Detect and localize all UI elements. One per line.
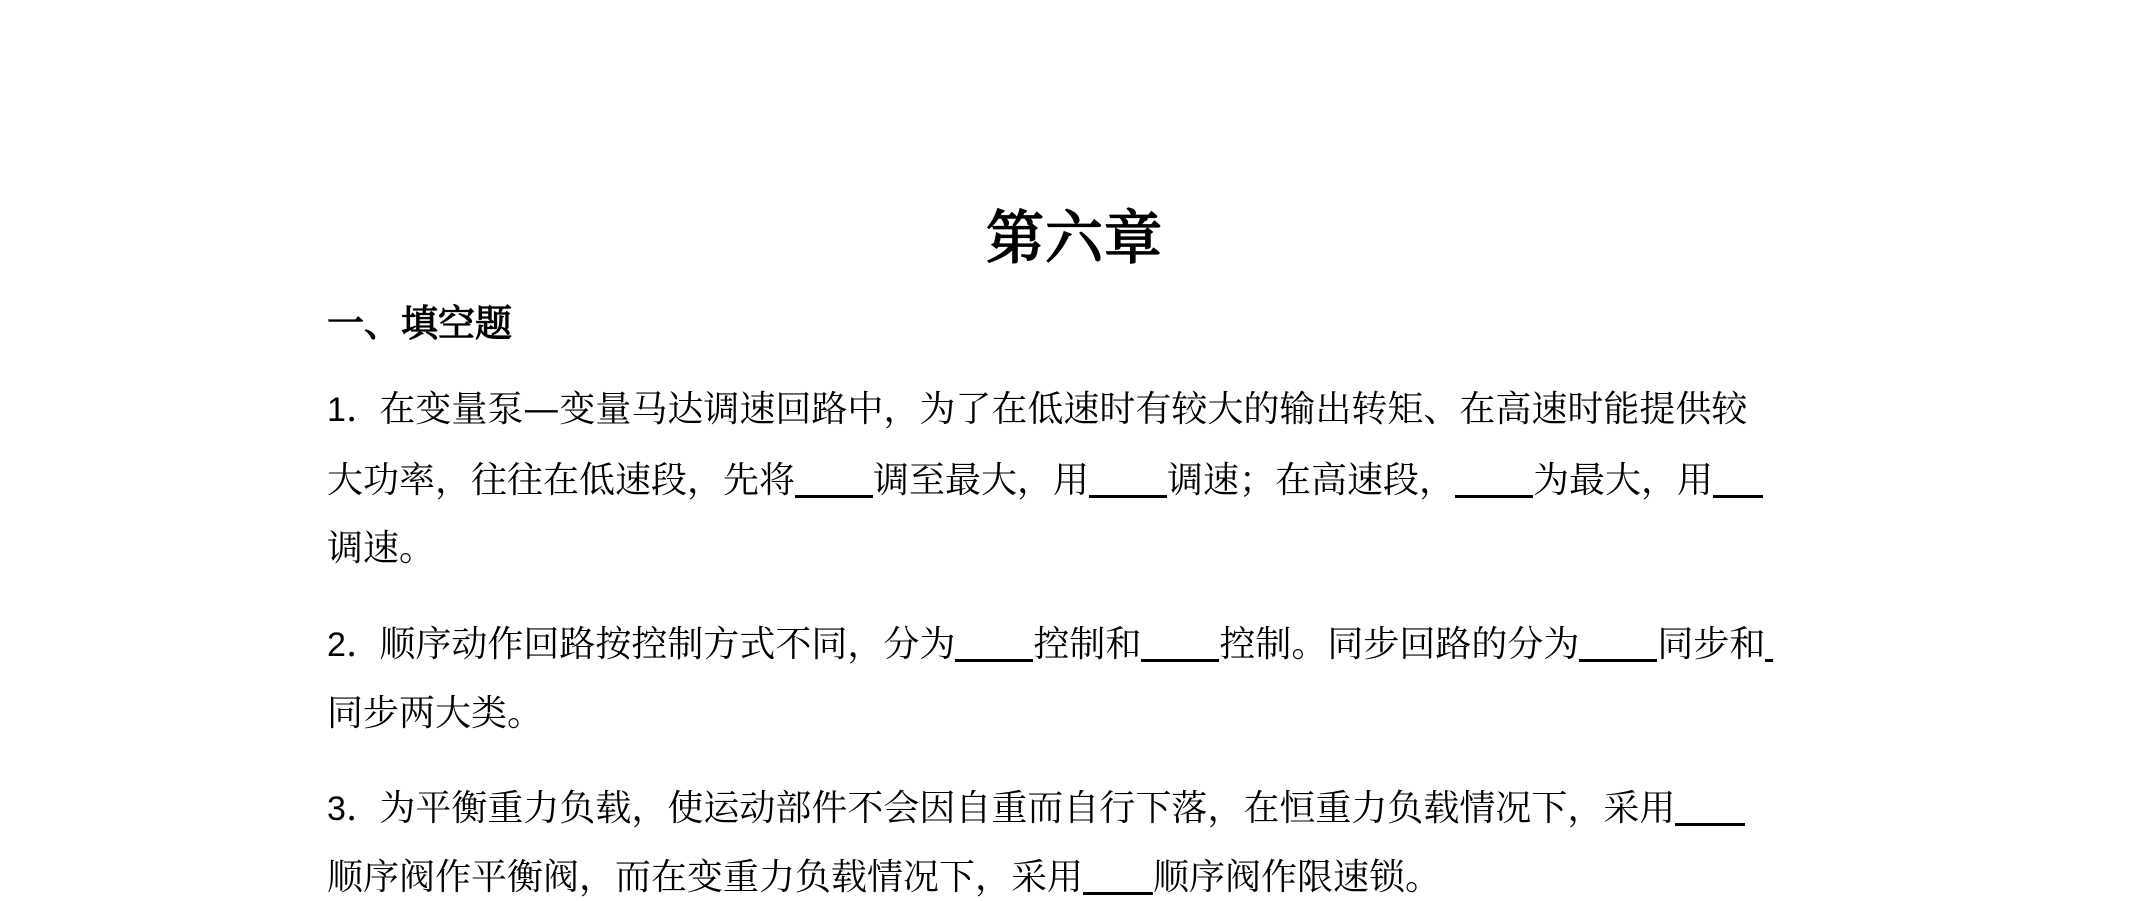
question-1-line-2 (327, 458, 1763, 504)
question-separator: . (345, 624, 358, 665)
question-text: 顺序动作回路按控制方式不同，分为 (379, 624, 956, 665)
question-3-line-1 (327, 786, 1745, 832)
question-text: 控制和 (1033, 624, 1142, 665)
answer-blank[interactable] (795, 459, 873, 498)
question-separator: . (345, 788, 358, 829)
question-text: 同步和 (1657, 624, 1766, 665)
question-text: 大功率，往往在低速段，先将 (327, 460, 796, 501)
question-1-line-1 (327, 387, 1747, 433)
section-heading: 一、填空题 (327, 301, 512, 345)
question-number: 1 (327, 391, 346, 429)
answer-blank[interactable] (1083, 856, 1153, 895)
chapter-title: 第六章 (985, 204, 1163, 272)
question-3-line-2 (327, 855, 1441, 901)
question-text: 为最大，用 (1533, 460, 1714, 501)
answer-blank[interactable] (955, 623, 1033, 662)
answer-blank[interactable] (1455, 459, 1533, 498)
answer-blank[interactable] (1089, 459, 1167, 498)
question-1-line-3 (327, 526, 435, 572)
question-text: 控制。同步回路的分为 (1219, 624, 1580, 665)
question-2-line-1 (327, 622, 1773, 668)
question-text: 为平衡重力负载，使运动部件不会因自重而自行下落，在恒重力负载情况下，采用 (379, 788, 1676, 829)
question-text: 同步两大类。 (327, 693, 544, 734)
question-text: 调速；在高速段， (1167, 460, 1456, 501)
answer-blank[interactable] (1579, 623, 1657, 662)
answer-blank[interactable] (1713, 459, 1763, 498)
question-text: 调至最大，用 (873, 460, 1090, 501)
question-number: 3 (327, 790, 346, 828)
question-text: 在变量泵—变量马达调速回路中，为了在低速时有较大的输出转矩、在高速时能提供较 (379, 389, 1748, 430)
question-text: 调速。 (327, 528, 436, 569)
answer-blank[interactable] (1141, 623, 1219, 662)
answer-blank[interactable] (1675, 787, 1745, 826)
question-number: 2 (327, 626, 346, 664)
question-separator: . (345, 389, 358, 430)
answer-blank[interactable] (1765, 623, 1773, 662)
question-text: 顺序阀作平衡阀，而在变重力负载情况下，采用 (327, 857, 1084, 898)
question-2-line-2 (327, 691, 543, 737)
question-text: 顺序阀作限速锁。 (1153, 857, 1442, 898)
